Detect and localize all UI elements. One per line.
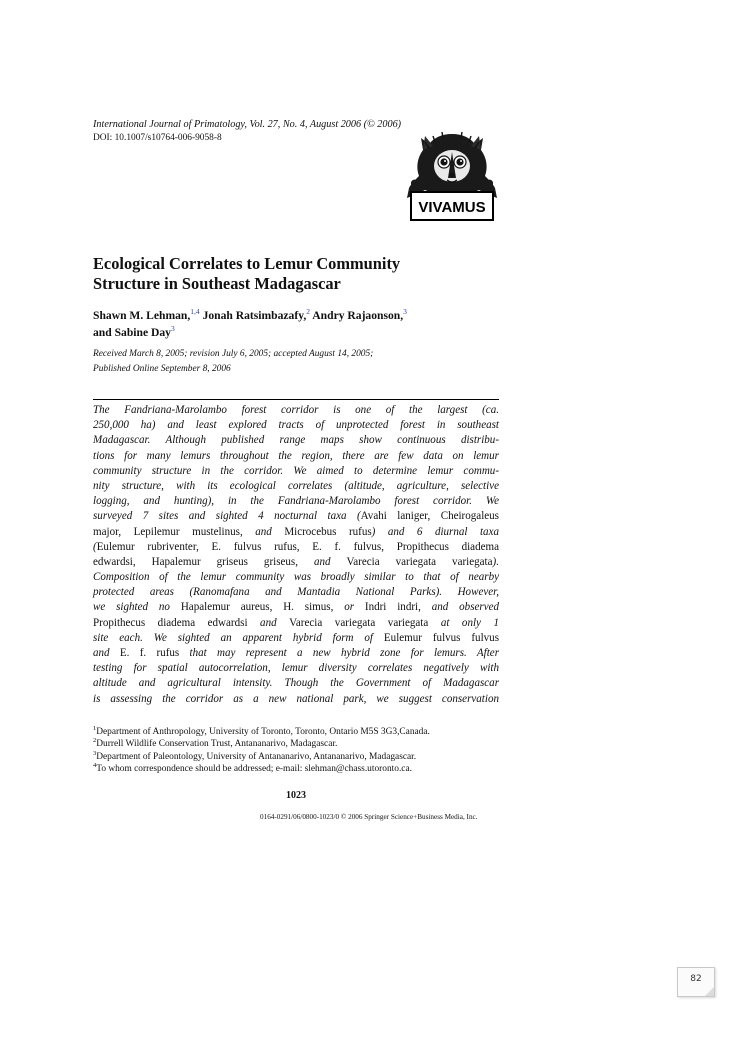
abstract-text-run: at only 1 <box>440 616 499 629</box>
copyright-line: 0164-0291/06/0800-1023/0 © 2006 Springer Science+Business Media, Inc. <box>260 813 478 821</box>
footnote-text: Durrell Wildlife Conservation Trust, Antananarivo, Madagascar. <box>96 739 338 750</box>
footnote-text: Department of Anthropology, University of Toronto, Toronto, Ontario M5S 3G3,Canada. <box>96 727 430 737</box>
abstract-text-run: logging, and hunting), in the Fandriana-Marolambo forest corridor. We <box>93 495 499 508</box>
page-number: 1023 <box>286 790 306 801</box>
abstract-line <box>93 631 499 646</box>
affiliation-footnotes <box>93 726 430 776</box>
abstract-text-run: The Fandriana-Marolambo forest corridor is one of the largest (ca. <box>93 404 499 416</box>
footnote <box>93 726 430 738</box>
taxon-name: Hapalemur aureus, H. simus, <box>180 601 345 614</box>
abstract-text-run: Madagascar. Although published range maps show continuous distribu- <box>93 434 499 447</box>
abstract-line <box>93 555 499 570</box>
author-name: Shawn M. Lehman, <box>93 309 191 322</box>
abstract-text-run: or <box>344 601 365 614</box>
taxon-name: Avahi laniger, Cheirogaleus <box>360 510 499 523</box>
taxon-name: Indri indri, <box>364 601 432 614</box>
received-dates: Received March 8, 2005; revision July 6, 2005; accepted August 14, 2005; <box>93 349 374 359</box>
page-curl-icon <box>705 987 714 996</box>
abstract-text-run: and <box>260 616 290 629</box>
footnote-number: 1 <box>93 724 97 732</box>
author-affiliation-ref[interactable]: 2 <box>306 307 311 317</box>
author-affiliation-ref[interactable]: 1,4 <box>190 307 200 317</box>
taxon-name: major, Lepilemur mustelinus, <box>93 525 256 538</box>
abstract-line <box>93 570 499 585</box>
lemur-logo-icon <box>403 128 501 224</box>
taxon-name: Microcebus rufus <box>284 525 372 538</box>
footnote <box>93 751 430 763</box>
abstract-line <box>93 585 499 600</box>
abstract-line <box>93 676 499 691</box>
footnote-text: Department of Paleontology, University of Antananarivo, Antananarivo, Madagascar. <box>96 751 417 762</box>
abstract-text-run: altitude and agricultural intensity. Though the Government of Madagascar <box>93 677 499 690</box>
abstract-text-run: that may represent a new hybrid zone for lemurs. After <box>189 647 499 659</box>
abstract-text-run: community structure in the corridor. We aimed to determine lemur commu- <box>93 464 499 477</box>
footnote-number: 4 <box>93 762 97 770</box>
author-name: Andry Rajaonson, <box>312 309 404 322</box>
abstract-line <box>93 449 499 464</box>
abstract-text-run: ). <box>492 555 499 568</box>
footnote-text: To whom correspondence should be addressed; e-mail: slehman@chass.utoronto.ca. <box>96 764 412 775</box>
author-name: Jonah Ratsimbazafy, <box>202 309 307 322</box>
abstract-text-run: tions for many lemurs throughout the region, there are few data on lemur <box>93 449 499 462</box>
abstract-line <box>93 509 499 524</box>
abstract-text-run: site each. We sighted an apparent hybrid form of <box>93 631 384 644</box>
abstract-text-run: and <box>313 555 347 568</box>
abstract-text-run: and <box>93 647 120 659</box>
taxon-name: Propithecus diadema edwardsi <box>93 616 261 629</box>
abstract-text-run: is assessing the corridor as a new national park, we suggest conservation <box>93 692 499 705</box>
abstract-line <box>93 433 499 448</box>
author-list <box>93 307 407 341</box>
abstract-line <box>93 403 499 418</box>
abstract-text-run: Composition of the lemur community was broadly similar to that of nearby <box>93 571 499 584</box>
abstract-line <box>93 661 499 676</box>
author-affiliation-ref[interactable]: 3 <box>170 324 175 334</box>
footnote <box>93 738 430 750</box>
abstract-text-run: protected areas (Ranomafana and Mantadia National Parks). However, <box>93 586 499 599</box>
article-title <box>93 254 400 294</box>
abstract-text-run: and observed <box>431 601 500 614</box>
abstract-text-run: nity structure, with its ecological correlates (altitude, agriculture, selective <box>93 479 499 492</box>
abstract-text-run: 250,000 ha) and least explored tracts of unprotected forest in southeast <box>93 419 499 432</box>
logo-sign-text: VIVAMUS <box>418 199 486 216</box>
title-line-2: Structure in Southeast Madagascar <box>93 274 341 293</box>
taxon-name: Eulemur rubriventer, E. fulvus rufus, E. f. fulvus, Propithecus diadema <box>96 540 499 553</box>
abstract-line <box>93 494 499 509</box>
abstract-text-run: and <box>255 525 285 538</box>
publication-history <box>93 347 373 376</box>
abstract <box>93 403 499 707</box>
footnote <box>93 763 430 775</box>
taxon-name: Varecia variegata variegata <box>346 555 493 568</box>
footnote-number: 3 <box>93 749 97 757</box>
abstract-line <box>93 418 499 433</box>
author-name: and Sabine Day <box>93 326 171 339</box>
pdf-page-indicator[interactable] <box>677 967 715 997</box>
abstract-text-run: ( <box>93 540 97 553</box>
abstract-line <box>93 646 499 661</box>
abstract-text-run: we sighted no <box>93 601 181 614</box>
doi-line: DOI: 10.1007/s10764-006-9058-8 <box>93 133 222 143</box>
abstract-line <box>93 692 499 707</box>
abstract-text-run: testing for spatial autocorrelation, lemur diversity correlates negatively with <box>93 662 499 675</box>
abstract-text-run: ) and 6 diurnal taxa <box>371 525 499 538</box>
taxon-name: edwardsi, Hapalemur griseus griseus, <box>93 555 314 568</box>
taxon-name: Varecia variegata variegata <box>289 616 441 629</box>
published-online-date: Published Online September 8, 2006 <box>93 363 231 374</box>
abstract-line <box>93 540 499 555</box>
abstract-line <box>93 616 499 631</box>
abstract-line <box>93 479 499 494</box>
pdf-page-number: 82 <box>690 974 702 984</box>
abstract-text-run: surveyed 7 sites and sighted 4 nocturnal taxa ( <box>93 510 361 523</box>
author-affiliation-ref[interactable]: 3 <box>403 307 407 317</box>
taxon-name: Eulemur fulvus fulvus <box>383 631 499 644</box>
title-line-1: Ecological Correlates to Lemur Community <box>93 254 401 273</box>
footnote-number: 2 <box>93 737 97 745</box>
vivamus-logo <box>403 128 501 224</box>
abstract-line <box>93 525 499 540</box>
taxon-name: E. f. rufus <box>119 647 190 659</box>
abstract-divider <box>93 399 499 400</box>
abstract-line <box>93 464 499 479</box>
journal-citation: International Journal of Primatology, Vol. 27, No. 4, August 2006 (© 2006) <box>93 119 402 130</box>
abstract-line <box>93 600 499 615</box>
